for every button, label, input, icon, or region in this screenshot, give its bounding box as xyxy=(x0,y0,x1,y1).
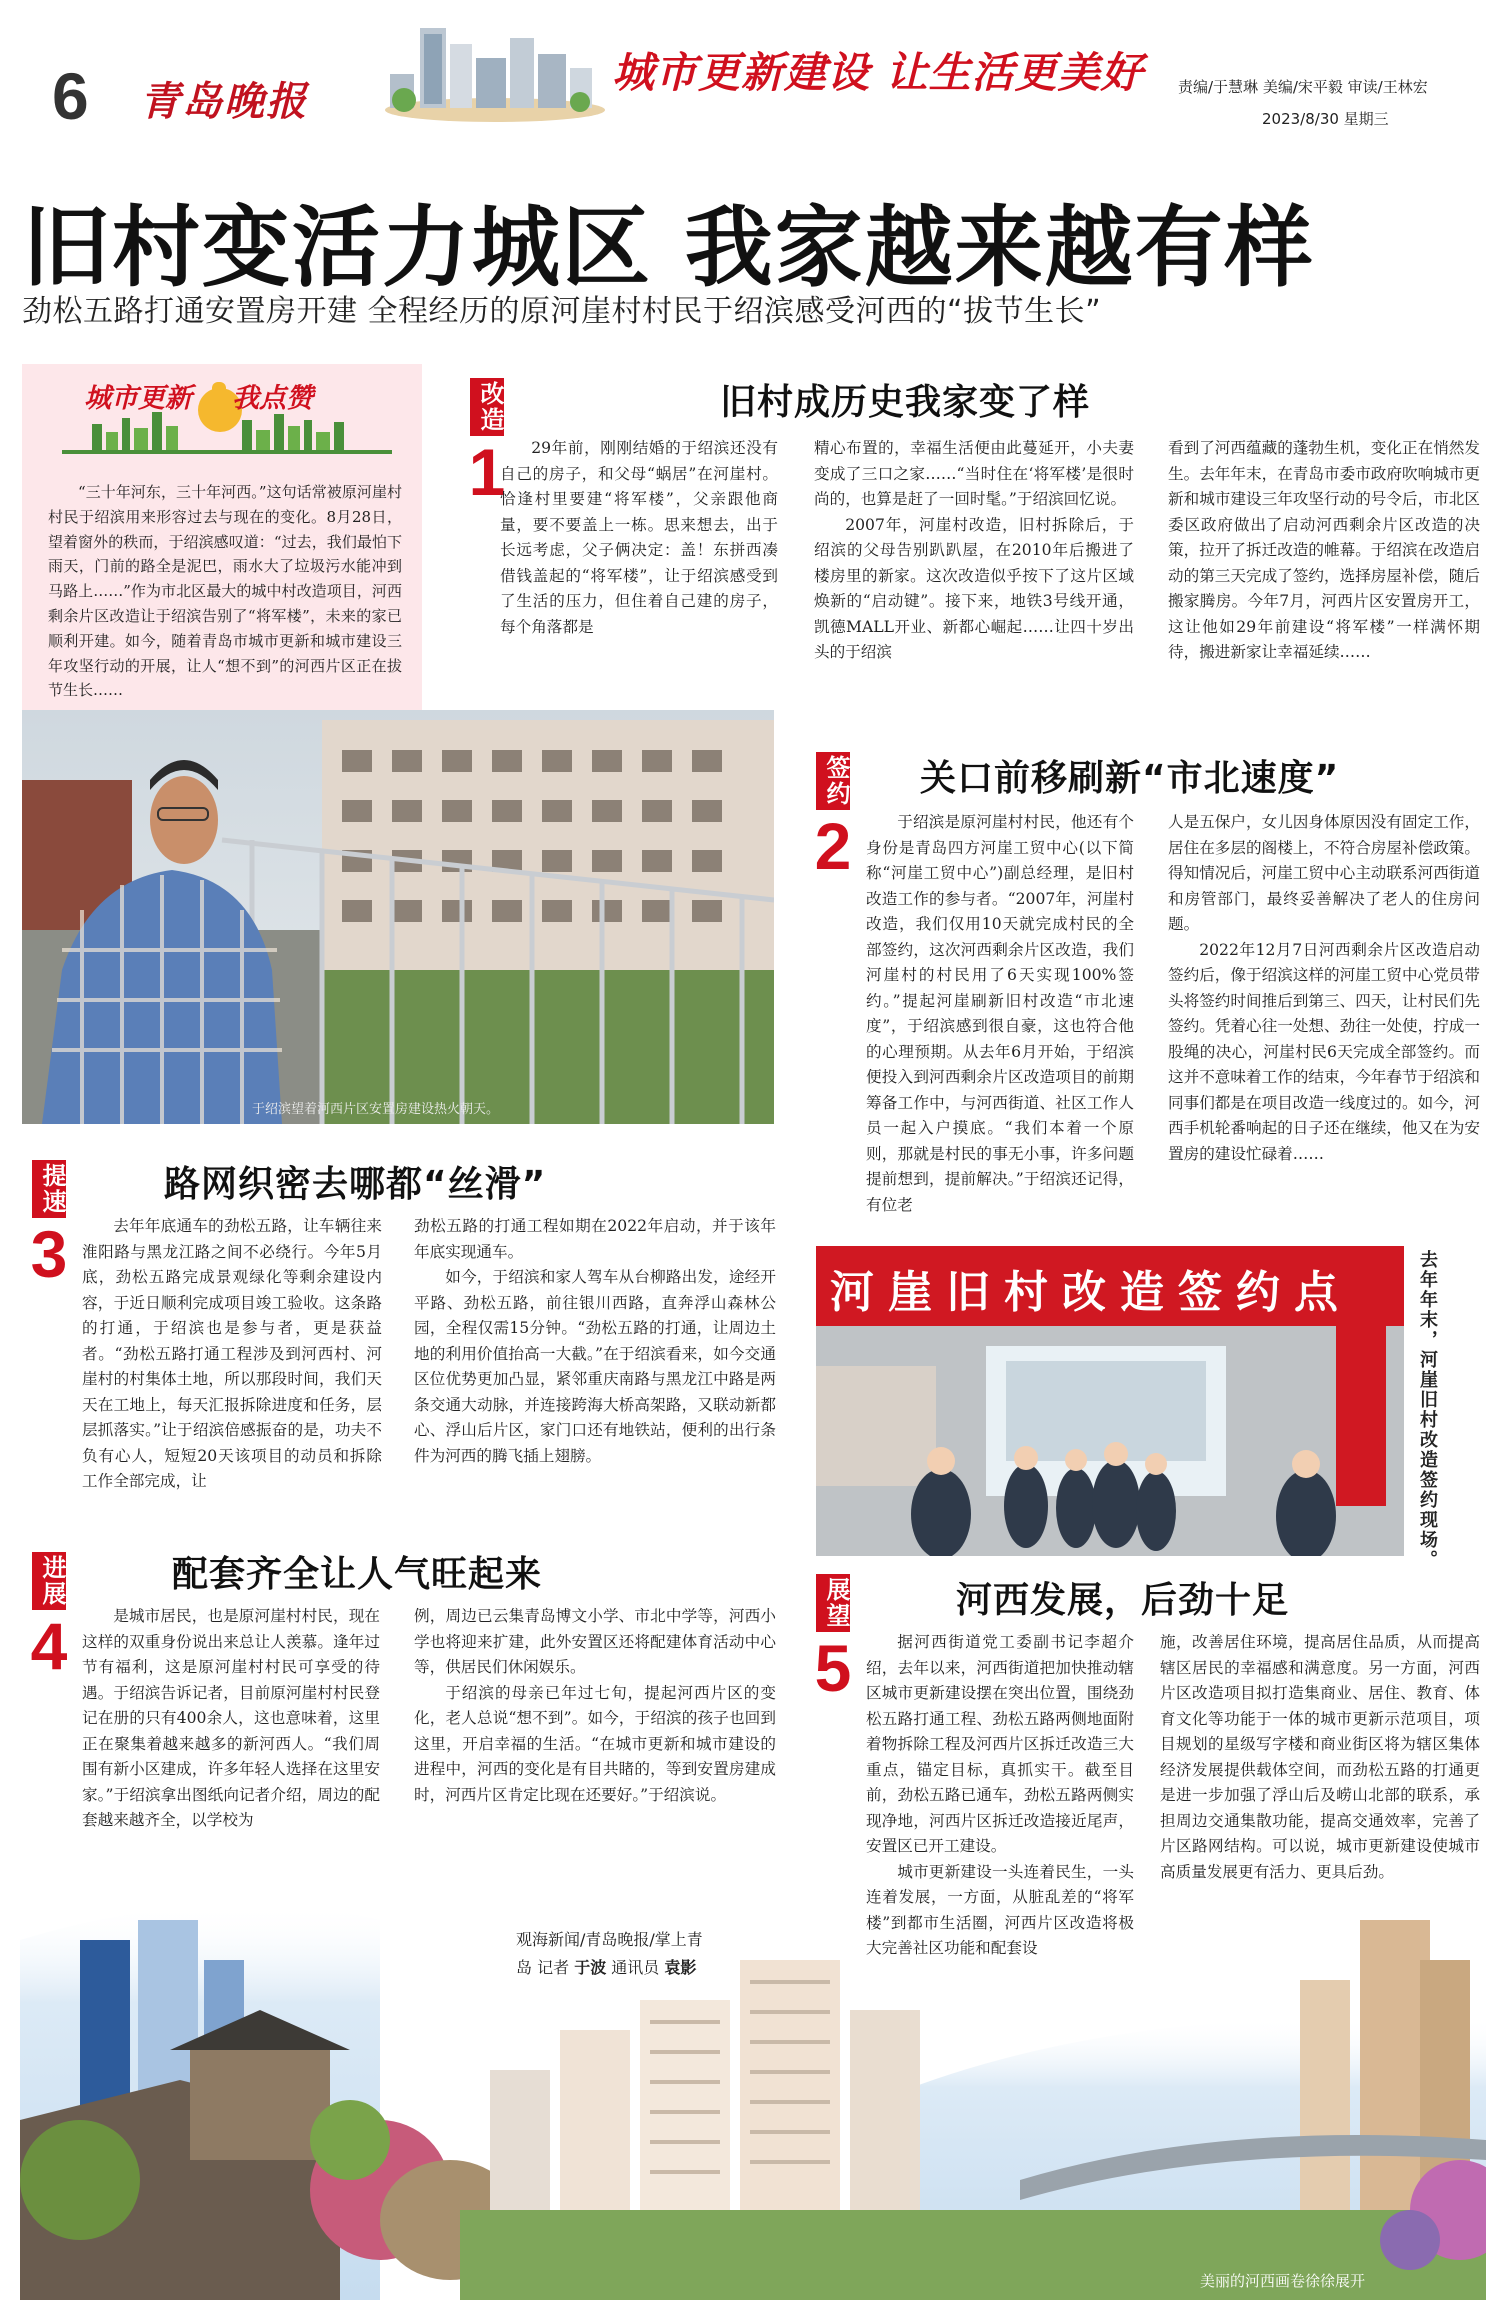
section-2-col-2 xyxy=(1168,810,1480,1220)
section-5-paragraph-2: 城市更新建设一头连着民生，一头连着发展，一方面，从脏乱差的“将军楼”到都市生活圈，河西片区改造将极大完善社区功能和配套设 xyxy=(866,1862,1134,1957)
section-1-paragraph-4: 看到了河西蕴藏的蓬勃生机，变化正在悄然发生。去年年末，在青岛市委市政府吹响城市更新和城市建设三年攻坚行动的号令后，市北区委区政府做出了启动河西剩余片区改造的决策，拉开了拆迁改造的帷幕。于绍滨在改造启动的第三天完成了签约，选择房屋补偿，随后搬家腾房。今年7月，河西片区安置房开工，这让他如29年前建设“将军楼”一样满怀期待，搬进新家让幸福延续…… xyxy=(1168,439,1480,661)
section-4-paragraph-1: 是城市居民，也是原河崖村村民，现在这样的双重身份说出来总让人羡慕。逢年过节有福利，这是原河崖村村民可享受的待遇。于绍滨告诉记者，目前原河崖村村民登记在册的只有400余人，这也意味着，这里正在聚集着越来越多的新河西人。“我们周围有新小区建成，许多年轻人选择在这里安家。”于绍滨拿出图纸向记者介绍，周边的配套越来越齐全，以学校为 xyxy=(82,1607,380,1829)
section-4-badge xyxy=(24,1552,74,1682)
feature-box xyxy=(22,364,422,734)
section-5-paragraph-1: 据河西街道党工委副书记李超介绍，去年以来，河西街道把加快推动辖区城市更新建设摆在突出位置，围绕劲松五路打通工程、劲松五路两侧地面附着物拆除工程及河西片区拆迁改造三大重点，锚定目标，真抓实干。截至目前，劲松五路已通车，劲松五路两侧实现净地，河西片区拆迁改造接近尾声，安置区已开工建设。 xyxy=(866,1633,1134,1855)
main-photo-image xyxy=(22,710,774,1124)
section-4-label: 进展 xyxy=(32,1552,66,1610)
feature-paragraph: “三十年河东，三十年河西。”这句话常被原河崖村村民于绍滨用来形容过去与现在的变化。8月28日，望着窗外的秩而，于绍滨感叹道：“过去，我们最怕下雨天，门前的路全是泥巴，雨水大了垃圾污水能冲到马路上……”作为市北区最大的城中村改造项目，河西剩余片区改造让于绍滨告别了“将军楼”，未来的家已顺利开建。如今，随着青岛市城市更新和城市建设三年攻坚行动的开展，让人“想不到”的河西片区正在拔节生长…… xyxy=(48,483,402,700)
section-2-paragraph-3: 2022年12月7日河西剩余片区改造启动签约后，像于绍滨这样的河崖工贸中心党员带头将签约时间推后到第三、四天，让村民们先签约。凭着心往一处想、劲往一处使，拧成一股绳的决心，河崖村民6天完成全部签约。而这并不意味着工作的结束，今年春节于绍滨和同事们都是在项目改造一线度过的。如今，河西手机轮番响起的日子还在继续，他又在为安置房的建设忙碌着…… xyxy=(1168,940,1480,1163)
section-1-number: 1 xyxy=(468,435,506,509)
section-4-col-1 xyxy=(82,1604,380,1884)
section-1-paragraph-2: 精心布置的，幸福生活便由此蔓延开，小夫妻变成了三口之家……“当时住在‘将军楼’是很时尚的，也算是赶了一回时髦。”于绍滨回忆说。 xyxy=(814,439,1134,508)
section-3-col-2 xyxy=(414,1214,776,1524)
signing-photo xyxy=(816,1246,1404,1556)
section-4-number: 4 xyxy=(30,1609,68,1683)
page-number: 6 xyxy=(52,59,89,133)
city-skyline-illustration xyxy=(380,14,610,124)
section-3-col-1 xyxy=(82,1214,382,1524)
staff-credits: 责编/于慧琳 美编/宋平毅 审读/王林宏 xyxy=(1178,78,1428,96)
section-5-badge xyxy=(808,1574,858,1704)
page-slogan: 城市更新建设 让生活更美好 xyxy=(612,48,1144,97)
section-5-number: 5 xyxy=(814,1631,852,1705)
section-3-title: 路网织密去哪都“丝滑” xyxy=(164,1164,547,1205)
section-2-paragraph-1: 于绍滨是原河崖村村民，他还有个身份是青岛四方河崖工贸中心(以下简称“河崖工贸中心”)副总经理，是旧村改造工作的参与者。“2007年，河崖村改造，我们仅用10天就完成村民的全部签约，这次河西剩余片区改造，我们河崖村的村民用了6天实现100%签约。”提起河崖刷新旧村改造“市北速度”，于绍滨感到很自豪，这也符合他的心理预期。从去年6月开始，于绍滨便投入到河西剩余片区改造项目的前期筹备工作中，与河西街道、社区工作人员一起入户摸底。“我们本着一个原则，那就是村民的事无小事，许多问题提前想到，提前解决。”于绍滨还记得，有位老 xyxy=(866,813,1134,1214)
panorama-caption: 美丽的河西画卷徐徐展开 xyxy=(1200,2272,1366,2290)
section-1-col-3 xyxy=(1168,436,1480,716)
section-1-col-2 xyxy=(814,436,1134,716)
section-4-paragraph-3: 于绍滨的母亲已年过七旬，提起河西片区的变化，老人总说“想不到”。如今，于绍滨的孩子也回到这里，开启幸福的生活。“在城市更新和城市建设的进程中，河西的变化是有目共睹的，等到安置房建成时，河西片区肯定比现在还要好。”于绍滨说。 xyxy=(414,1683,776,1804)
sub-headline: 劲松五路打通安置房开建 全程经历的原河崖村村民于绍滨感受河西的“拔节生长” xyxy=(22,294,1102,329)
credit-correspondent: 袁影 xyxy=(664,1958,697,1977)
credit-mid: 通讯员 xyxy=(611,1958,660,1977)
section-1-col-1 xyxy=(500,436,778,716)
signing-banner-text: 河崖旧村改造签约点 xyxy=(830,1267,1352,1318)
section-3-label: 提速 xyxy=(32,1160,66,1218)
section-3-badge xyxy=(24,1160,74,1290)
main-photo xyxy=(22,710,774,1124)
section-3-paragraph-1: 去年年底通车的劲松五路，让车辆往来淮阳路与黑龙江路之间不必绕行。今年5月底，劲松五路完成景观绿化等剩余建设内容，于近日顺利完成项目竣工验收。这条路的打通，于绍滨也是参与者，更是获益者。“劲松五路打通工程涉及到河西村、河崖村的村集体土地，所以那段时间，我们天天在工地上，每天汇报拆除进度和任务，层层抓落实。”让于绍滨倍感振奋的是，功夫不负有心人，短短20天该项目的动员和拆除工作全部完成，让 xyxy=(82,1217,382,1490)
section-1-paragraph-1: 29年前，刚刚结婚的于绍滨还没有自己的房子，和父母“蜗居”在河崖村。恰逢村里要建“将军楼”，父亲跟他商量，要不要盖上一栋。思来想去，出于长远考虑，父子俩决定：盖！东拼西凑借钱盖起的“将军楼”，让于绍滨感受到了生活的压力，但住着自己建的房子，每个角落都是 xyxy=(500,439,778,636)
feature-text xyxy=(48,480,402,728)
signing-photo-caption: 去年年末，河崖旧村改造签约现场。 xyxy=(1417,1250,1438,1570)
credit-reporter: 于波 xyxy=(574,1958,607,1977)
section-5-title: 河西发展，后劲十足 xyxy=(956,1580,1290,1621)
banner-title-right: 我点赞 xyxy=(232,383,313,414)
main-photo-caption: 于绍滨望着河西片区安置房建设热火朝天。 xyxy=(252,1102,500,1117)
section-4-title: 配套齐全让人气旺起来 xyxy=(172,1554,543,1595)
issue-date: 2023/8/30 星期三 xyxy=(1262,110,1389,128)
river-west-panorama xyxy=(20,1880,1486,2300)
section-1-title: 旧村成历史我家变了样 xyxy=(720,382,1091,423)
section-5-label: 展望 xyxy=(816,1574,850,1632)
section-3-paragraph-3: 如今，于绍滨和家人驾车从台柳路出发，途经开平路、劲松五路，前往银川西路，直奔浮山森林公园，全程仅需15分钟。“劲松五路的打通，让周边土地的利用价值抬高一大截。”在于绍滨看来，如今交通区位优势更加凸显，紧邻重庆南路与黑龙江中路是两条交通大动脉，并连接跨海大桥高架路，又联动新都心、浮山后片区，家门口还有地铁站，便利的出行条件为河西的腾飞插上翅膀。 xyxy=(414,1268,776,1465)
banner-title xyxy=(84,376,313,415)
section-3-number: 3 xyxy=(30,1217,68,1291)
section-1-paragraph-3: 2007年，河崖村改造，旧村拆除后，于绍滨的父母告别趴趴屋，在2010年后搬进了楼房里的新家。这次改造似乎按下了这片区域焕新的“启动键”。接下来，地铁3号线开通，凯德MALL开业、新都心崛起……让四十岁出头的于绍滨 xyxy=(814,515,1134,661)
section-2-number: 2 xyxy=(814,809,852,883)
section-4-paragraph-2: 例，周边已云集青岛博文小学、市北中学等，河西小学也将迎来扩建，此外安置区还将配建体育活动中心等，供居民们休闲娱乐。 xyxy=(414,1607,776,1676)
credit-line-1: 观海新闻/青岛晚报/掌上青 xyxy=(516,1930,703,1949)
section-2-title: 关口前移刷新“市北速度” xyxy=(920,758,1340,799)
section-2-badge xyxy=(808,752,858,882)
section-1-label: 改造 xyxy=(470,378,504,436)
section-5-paragraph-3: 施，改善居住环境，提高居住品质，从而提高辖区居民的幸福感和满意度。另一方面，河西片区改造项目拟打造集商业、居住、教育、体育文化等功能于一体的城市更新示范项目，项目规划的星级写字楼和商业街区将为辖区集体经济发展提供载体空间，而劲松五路的打通更是进一步加强了浮山后及崂山北部的联系，承担周边交通集散功能，提高交通效率，完善了片区路网结构。可以说，城市更新建设使城市高质量发展更有活力、更具后劲。 xyxy=(1160,1633,1480,1881)
section-3-paragraph-2: 劲松五路的打通工程如期在2022年启动，并于该年年底实现通车。 xyxy=(414,1217,776,1261)
banner-title-left: 城市更新 xyxy=(84,383,192,414)
section-2-label: 签约 xyxy=(816,752,850,810)
credit-prefix: 岛 记者 xyxy=(516,1958,570,1977)
section-2-col-1 xyxy=(866,810,1134,1220)
section-2-paragraph-2: 人是五保户，女儿因身体原因没有固定工作，居住在多层的阁楼上，不符合房屋补偿政策。得知情况后，河崖工贸中心主动联系河西街道和房管部门，最终妥善解决了老人的住房问题。 xyxy=(1168,813,1480,933)
section-4-col-2 xyxy=(414,1604,776,1884)
newspaper-name: 青岛晚报 xyxy=(140,78,308,125)
main-headline: 旧村变活力城区 我家越来越有样 xyxy=(22,196,1315,299)
